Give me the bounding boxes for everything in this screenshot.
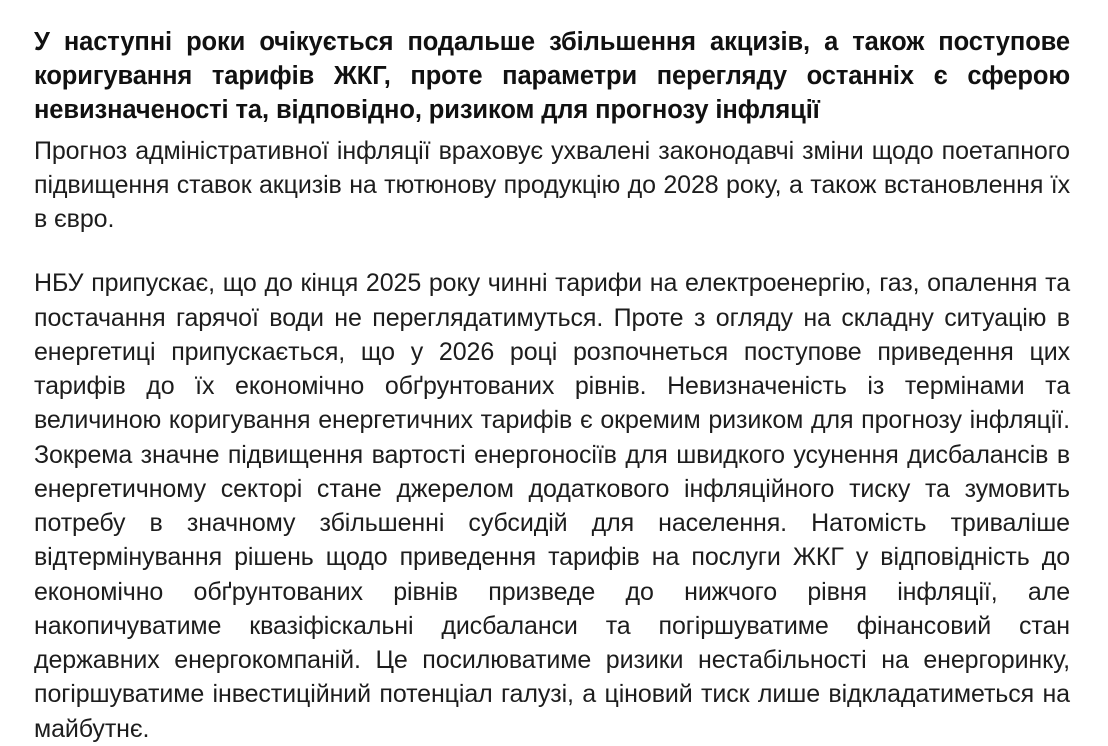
paragraph-spacer [34, 236, 1070, 266]
document-paragraph-1: Прогноз адміністративної інфляції враховує ухвалені законодавчі зміни щодо поетапного підвищення ставок акцизів на тютюнову продукцію до 2028 року, а також встановлення їх в євро. [34, 136, 1070, 234]
document-paragraph-2: НБУ припускає, що до кінця 2025 року чинні тарифи на електроенергію, газ, опалення та постачання гарячої води не переглядатимуться. Проте з огляду на складну ситуацію в енергетиці припускається, що у 2026 році розпочнеться поступове приведення цих тарифів до їх економічно обґрунтованих рівнів. Невизначеність із термінами та величиною коригування енергетичних тарифів є окремим ризиком для прогнозу інфляції. Зокрема значне підвищення вартості енергоносіїв для швидкого усунення дисбалансів в енергетичному секторі стане джерелом додаткового інфляційного тиску та зумовить потребу в значному збільшенні субсидій для населення. Натомість триваліше відтермінування рішень щодо приведення тарифів на послуги ЖКГ у відповідність до економічно обґрунтованих рівнів призведе до нижчого рівня інфляції, але накопичуватиме квазіфіскальні дисбаланси та погіршуватиме фінансовий стан державних енергокомпаній. Це посилюватиме ризики нестабільності на енергоринку, погіршуватиме інвестиційний потенціал галузі, а ціновий тиск лише відкладатиметься на майбутнє. [34, 269, 1070, 743]
document-heading: У наступні роки очікується подальше збільшення акцизів, а також поступове коригування тарифів ЖКГ, проте параметри перегляду останніх є сферою невизначеності та, відповідно, ризиком для прогнозу інфляції [34, 28, 1070, 124]
